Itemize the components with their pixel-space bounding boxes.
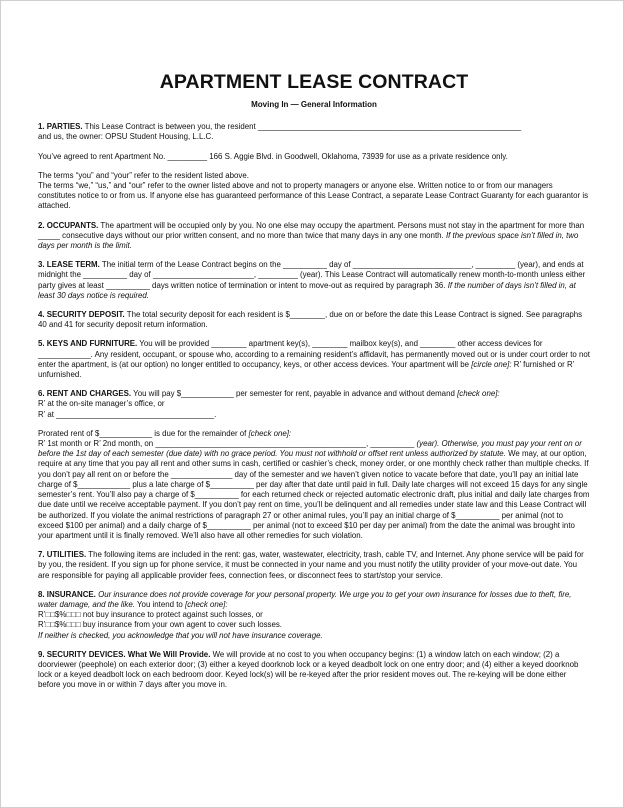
section-lease-term xyxy=(38,260,590,301)
section-security-devices xyxy=(38,650,590,691)
section-heading: 8. INSURANCE. xyxy=(38,589,96,599)
insurance-intent: You intend to xyxy=(137,599,183,609)
keys-circle-note: [circle one]: xyxy=(471,359,512,369)
rent-line-1: You will pay $____________ per semester for rent, payable in advance and without demand xyxy=(133,389,455,399)
document-subtitle: Moving In — General Information xyxy=(251,100,377,109)
insurance-note: If neither is checked, you acknowledge that you will not have insurance coverage. xyxy=(38,630,323,640)
prorated-check-note: [check one]: xyxy=(248,428,292,438)
insurance-check-note: [check one]: xyxy=(185,599,228,609)
section-heading: 2. OCCUPANTS. xyxy=(38,220,99,230)
utilities-text: The following items are included in the rent: gas, water, wastewater, electricity, trash, cable TV, and Internet. Any phone service will be paid for by you, the resident. If you sign up for phone service, it must be connected in your name and you must notify the utility provider of your move-out date. You are responsible for paying all applicable provider fees, connection fees, or disconnect fees to start/stop your service. xyxy=(38,550,584,580)
rent-due-note: (year). Otherwise, you must pay your rent on or before the 1st day of each semester (due date) with no grace period. You must not withhold or offset rent unless authorized by statute. xyxy=(38,439,582,459)
document-title: APARTMENT LEASE CONTRACT xyxy=(159,71,469,93)
section-heading: 6. RENT AND CHARGES. xyxy=(38,389,132,399)
keys-furnished-options: R’ furnished or R’ unfurnished. xyxy=(38,359,575,380)
section-utilities xyxy=(38,550,590,581)
parties-line-1: This Lease Contract is between you, the resident ____________________________________________________________ xyxy=(84,122,522,132)
section-security-deposit xyxy=(38,310,590,330)
lease-body xyxy=(38,71,590,700)
section-occupants xyxy=(38,221,590,252)
section-heading: 1. PARTIES. xyxy=(38,122,83,132)
insurance-option-yes: R’□□$%□□□ buy insurance from your own agent to cover such losses. xyxy=(38,620,282,630)
occupants-text: The apartment will be occupied only by you. No one else may occupy the apartment. Persons must not stay in the apartment for more than _____ consecutive days without our prior written consent, and no more than twice that many days in any one month. xyxy=(38,220,585,240)
rent-option-other: R’ at ____________________________________. xyxy=(38,409,217,419)
parties-line-4: The terms “you” and “your” refer to the resident listed above. xyxy=(38,170,249,180)
parties-line-2: and us, the owner: OPSU Student Housing, L.L.C. xyxy=(38,132,214,142)
lease-term-note: If the number of days isn’t filled in, at least 30 days notice is required. xyxy=(38,280,576,300)
parties-line-5: The terms “we,” “us,” and “our” refer to the owner listed above and not to property managers or anyone else. Written notice to or from our managers constitutes notice to or from us. If anyone else has guaranteed performance of this Lease Contract, a separate Lease Contract Guaranty for each guarantor is attached. xyxy=(38,181,589,211)
lease-term-text: The initial term of the Lease Contract begins on the __________ day of ___________________________, _________ (year), and ends at midnight the __________ day of _______________________, _________ (year). This Lease Contract will automatically renew month-to-month unless either party gives at least __________ days written notice of termination or intent to move-out as required by paragraph 36. xyxy=(38,260,586,290)
rent-option-office: R’ at the on-site manager’s office, or xyxy=(38,399,165,409)
security-text: We will provide at no cost to you when occupancy begins: (1) a window latch on each window; (2) a doorviewer (peephole) on each exterior door; (3) either a keyed doorknob lock or a keyed deadbolt lock on one entry door; and (4) either a keyed doorknob lock or a keyed deadbolt lock on each bedroom door. Keyed lock(s) will be re-keyed after the prior resident moves out. The re-keying will be done either before you move in or within 7 days after you move in. xyxy=(38,649,579,690)
section-heading: 7. UTILITIES. xyxy=(38,550,87,560)
section-insurance xyxy=(38,590,590,641)
section-heading: 4. SECURITY DEPOSIT. xyxy=(38,310,125,320)
prorated-month-options: R’ 1st month or R’ 2nd month, on ________________________________________________, __________ xyxy=(38,439,415,449)
rent-charges-text: We may, at our option, require at any time that you pay all rent and other sums in cash, certified or cashier’s check, money order, or one monthly check rather than multiple checks. If you don’t pay all rent on or before the ______________ day of the semester and we haven’t given notice to vacate before that date, you’ll pay an initial late charge of $____________ plus a late charge of $__________ per day after that date until paid in full. Daily late charges will not exceed 15 days for any single semester’s rent. You’ll also pay a charge of $__________ for each returned check or rejected automatic electronic draft, plus initial and daily late charges from due date until we receive acceptable payment. If you don’t pay rent on time, you’ll be delinquent and all remedies under state law and this Lease Contract will be authorized. If you violate the animal restrictions of paragraph 27 or other animal rules, you’ll pay an initial charge of $__________ per animal (not to exceed $100 per animal) and a daily charge of $__________ per animal (not to exceed $10 per day per animal) from the date the animal was brought into your apartment until it is finally removed. We’ll also have all other remedies for such violation. xyxy=(38,449,590,540)
prorated-rent: Prorated rent of $____________ is due for the remainder of xyxy=(38,428,247,438)
section-heading: 9. SECURITY DEVICES. What We Will Provide. xyxy=(38,649,211,659)
insurance-option-no: R’□□$%□□□ not buy insurance to protect against such losses, or xyxy=(38,610,263,620)
deposit-text: The total security deposit for each resident is $________, due on or before the date this Lease Contract is signed. See paragraphs 40 and 41 for security deposit return information. xyxy=(38,310,583,330)
rent-check-note: [check one]: xyxy=(457,389,500,399)
insurance-text: Our insurance does not provide coverage for your personal property. We urge you to get your own insurance for losses due to theft, fire, water damage, and the like. xyxy=(38,589,572,609)
section-rent xyxy=(38,389,590,541)
occupants-note: If the previous space isn’t filled in, two days per month is the limit. xyxy=(38,230,579,251)
parties-line-3: You’ve agreed to rent Apartment No. _________ 166 S. Aggie Blvd. in Goodwell, Oklahoma, 73939 for use as a private residence only. xyxy=(38,151,508,161)
section-keys xyxy=(38,339,590,380)
section-heading: 3. LEASE TERM. xyxy=(38,260,100,270)
section-parties xyxy=(38,122,590,211)
section-heading: 5. KEYS AND FURNITURE. xyxy=(38,339,138,349)
keys-text: You will be provided ________ apartment key(s), ________ mailbox key(s), and ________ other access devices for ____________. Any resident, occupant, or spouse who, according to a remaining resident’s affidavit, has permanently moved out or is under court order to not enter the apartment, is (at our option) no longer entitled to occupancy, keys, or other access devices. Your apartment will be xyxy=(38,339,590,369)
